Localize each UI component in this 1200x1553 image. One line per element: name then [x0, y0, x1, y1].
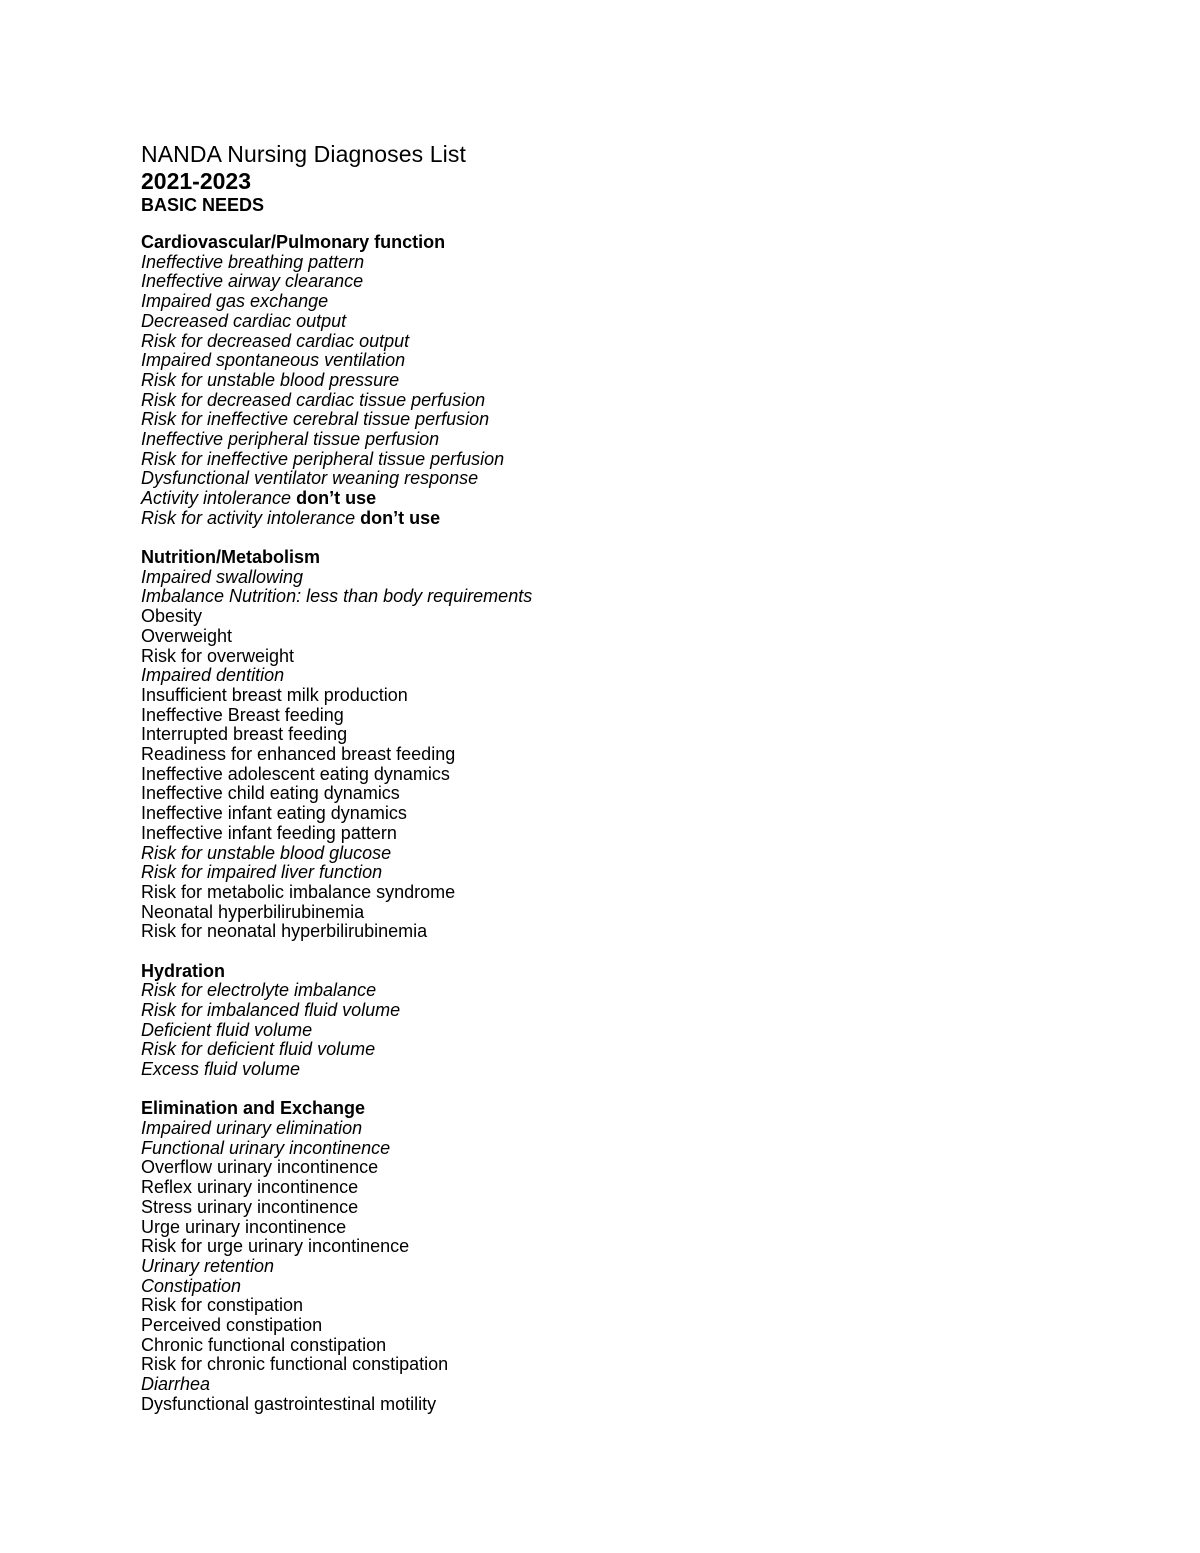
diagnosis-text: Risk for ineffective peripheral tissue perfusion [141, 448, 505, 469]
diagnosis-item [141, 706, 1041, 726]
diagnosis-item [141, 1040, 1041, 1060]
diagnosis-text: Overflow urinary incontinence [141, 1157, 379, 1178]
diagnosis-text: Decreased cardiac output [141, 310, 347, 331]
diagnosis-item [141, 1316, 1041, 1336]
diagnosis-text: Excess fluid volume [141, 1059, 301, 1080]
diagnosis-item [141, 489, 1041, 509]
diagnosis-note: don’t use [296, 488, 377, 509]
diagnosis-text: Risk for electrolyte imbalance [141, 980, 377, 1001]
diagnosis-item [141, 312, 1041, 332]
diagnosis-item [141, 1355, 1041, 1375]
diagnosis-item [141, 1395, 1041, 1415]
diagnosis-text: Ineffective infant feeding pattern [141, 822, 397, 843]
diagnosis-item [141, 292, 1041, 312]
diagnosis-item [141, 844, 1041, 864]
document-title: NANDA Nursing Diagnoses List [141, 141, 466, 167]
diagnosis-text: Risk for unstable blood glucose [141, 842, 392, 863]
section-heading: Cardiovascular/Pulmonary function [141, 232, 446, 252]
diagnosis-item [141, 587, 1041, 607]
diagnosis-text: Deficient fluid volume [141, 1019, 313, 1040]
diagnosis-item [141, 1001, 1041, 1021]
diagnosis-text: Obesity [141, 606, 203, 627]
diagnosis-text: Functional urinary incontinence [141, 1137, 391, 1158]
diagnosis-item [141, 745, 1041, 765]
diagnosis-text: Risk for deficient fluid volume [141, 1039, 376, 1060]
category-heading: BASIC NEEDS [141, 195, 265, 215]
diagnosis-text: Ineffective breathing pattern [141, 251, 365, 272]
section-heading: Elimination and Exchange [141, 1098, 366, 1119]
diagnosis-text: Risk for unstable blood pressure [141, 369, 400, 390]
diagnosis-item [141, 686, 1041, 706]
diagnosis-text: Dysfunctional ventilator weaning response [141, 468, 479, 489]
diagnosis-item [141, 332, 1041, 352]
diagnosis-text: Diarrhea [141, 1374, 211, 1395]
diagnosis-text: Risk for neonatal hyperbilirubinemia [141, 921, 428, 942]
diagnosis-text: Stress urinary incontinence [141, 1196, 359, 1217]
diagnosis-text: Insufficient breast milk production [141, 684, 408, 705]
diagnosis-note: don’t use [360, 507, 441, 528]
diagnosis-item [141, 784, 1041, 804]
diagnosis-section [141, 233, 1041, 529]
diagnosis-item [141, 1060, 1041, 1080]
diagnosis-text: Ineffective child eating dynamics [141, 783, 400, 804]
diagnosis-item [141, 1336, 1041, 1356]
diagnosis-item [141, 1178, 1041, 1198]
diagnosis-text: Readiness for enhanced breast feeding [141, 744, 456, 765]
diagnosis-item [141, 272, 1041, 292]
diagnosis-text: Interrupted breast feeding [141, 724, 348, 745]
diagnosis-item [141, 253, 1041, 273]
diagnosis-text: Impaired spontaneous ventilation [141, 350, 406, 371]
diagnosis-item [141, 410, 1041, 430]
diagnosis-item [141, 824, 1041, 844]
diagnosis-item [141, 765, 1041, 785]
diagnosis-text: Impaired dentition [141, 665, 285, 686]
diagnosis-item [141, 568, 1041, 588]
diagnosis-item [141, 647, 1041, 667]
diagnosis-text: Ineffective infant eating dynamics [141, 803, 407, 824]
diagnosis-item [141, 1198, 1041, 1218]
diagnosis-text: Urge urinary incontinence [141, 1216, 347, 1237]
diagnosis-item [141, 430, 1041, 450]
diagnosis-text: Activity intolerance [141, 488, 292, 509]
diagnosis-item [141, 981, 1041, 1001]
diagnosis-section [141, 962, 1041, 1080]
diagnosis-text: Risk for activity intolerance [141, 507, 356, 528]
diagnosis-text: Ineffective airway clearance [141, 271, 364, 292]
diagnoses-sections [141, 233, 1041, 1415]
diagnosis-text: Risk for impaired liver function [141, 862, 383, 883]
diagnosis-text: Perceived constipation [141, 1315, 323, 1336]
diagnosis-text: Risk for ineffective cerebral tissue perfusion [141, 409, 490, 430]
diagnosis-text: Ineffective adolescent eating dynamics [141, 763, 450, 784]
diagnosis-text: Imbalance Nutrition: less than body requirements [141, 586, 533, 607]
diagnosis-item [141, 1158, 1041, 1178]
diagnosis-item [141, 1218, 1041, 1238]
diagnosis-text: Neonatal hyperbilirubinemia [141, 901, 365, 922]
diagnosis-item [141, 1296, 1041, 1316]
diagnosis-item [141, 863, 1041, 883]
diagnosis-text: Constipation [141, 1275, 242, 1296]
diagnosis-item [141, 1237, 1041, 1257]
diagnosis-item [141, 391, 1041, 411]
diagnosis-text: Ineffective Breast feeding [141, 704, 344, 725]
section-heading: Hydration [141, 960, 226, 981]
diagnosis-item [141, 1021, 1041, 1041]
diagnosis-text: Dysfunctional gastrointestinal motility [141, 1393, 437, 1414]
diagnosis-item [141, 509, 1041, 529]
diagnosis-text: Risk for decreased cardiac output [141, 330, 410, 351]
diagnosis-text: Impaired swallowing [141, 566, 304, 587]
diagnosis-item [141, 725, 1041, 745]
diagnosis-item [141, 607, 1041, 627]
diagnosis-item [141, 627, 1041, 647]
diagnosis-text: Risk for chronic functional constipation [141, 1354, 449, 1375]
diagnosis-item [141, 922, 1041, 942]
diagnosis-item [141, 371, 1041, 391]
diagnosis-text: Risk for urge urinary incontinence [141, 1236, 410, 1257]
diagnosis-item [141, 666, 1041, 686]
diagnosis-text: Risk for decreased cardiac tissue perfusion [141, 389, 486, 410]
diagnosis-text: Risk for metabolic imbalance syndrome [141, 882, 456, 902]
document-year: 2021-2023 [141, 168, 251, 194]
diagnosis-item [141, 450, 1041, 470]
section-heading: Nutrition/Metabolism [141, 547, 320, 568]
diagnosis-item [141, 804, 1041, 824]
diagnosis-text: Reflex urinary incontinence [141, 1177, 359, 1198]
diagnosis-text: Overweight [141, 625, 233, 646]
diagnosis-item [141, 1139, 1041, 1159]
diagnosis-section [141, 548, 1041, 942]
diagnosis-text: Risk for imbalanced fluid volume [141, 1000, 401, 1021]
diagnosis-text: Risk for constipation [141, 1295, 304, 1316]
diagnosis-item [141, 351, 1041, 371]
document-page [141, 140, 1041, 1434]
diagnosis-section [141, 1099, 1041, 1414]
diagnosis-item [141, 1119, 1041, 1139]
diagnosis-text: Impaired urinary elimination [141, 1118, 363, 1139]
diagnosis-text: Risk for overweight [141, 645, 295, 666]
diagnosis-item [141, 1375, 1041, 1395]
diagnosis-text: Impaired gas exchange [141, 291, 329, 312]
diagnosis-item [141, 469, 1041, 489]
diagnosis-item [141, 1257, 1041, 1277]
diagnosis-text: Ineffective peripheral tissue perfusion [141, 429, 440, 450]
diagnosis-item [141, 1277, 1041, 1297]
diagnosis-item [141, 883, 1041, 903]
diagnosis-text: Urinary retention [141, 1255, 275, 1276]
diagnosis-item [141, 903, 1041, 923]
diagnosis-text: Chronic functional constipation [141, 1334, 387, 1355]
